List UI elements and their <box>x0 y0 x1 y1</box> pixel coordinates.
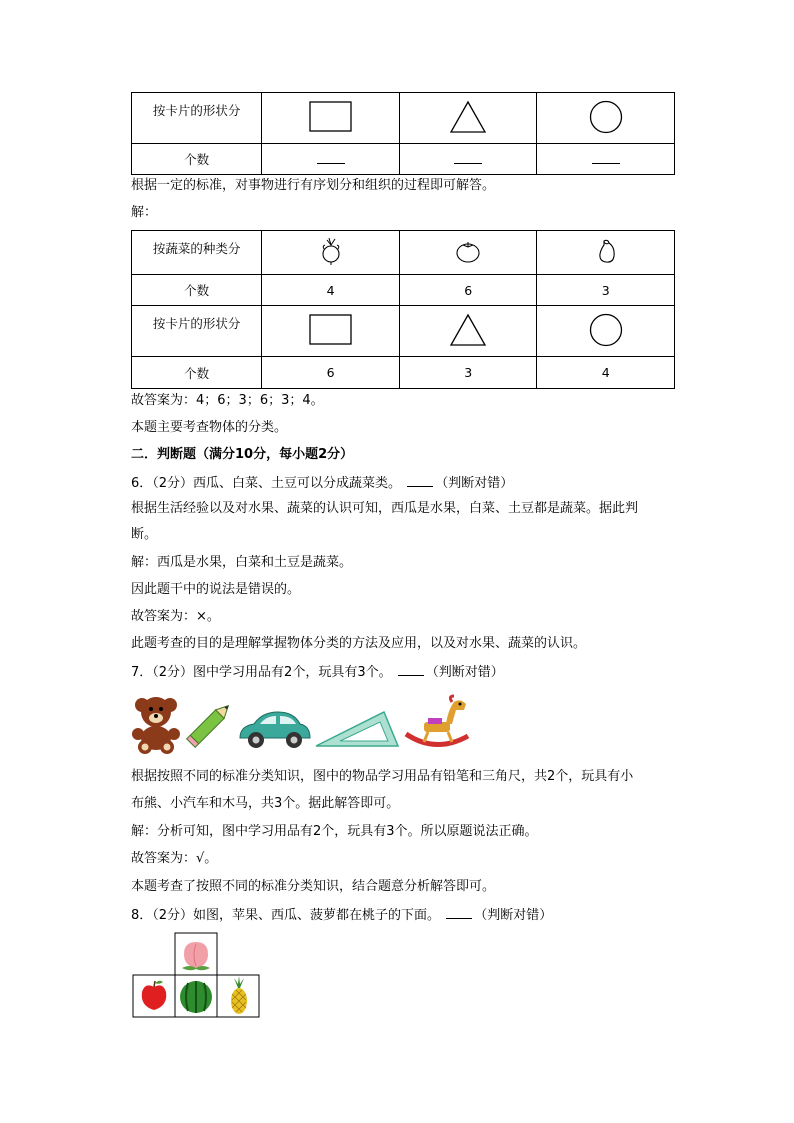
fruit-grid <box>132 932 262 1018</box>
question-6 <box>131 474 513 492</box>
row-label-veg: 按蔬菜的种类分 <box>132 231 262 275</box>
count-blank <box>454 153 482 164</box>
q6-judge: （判断对错） <box>435 476 514 491</box>
circle-icon <box>588 312 624 348</box>
q6-analysis-line2: 断。 <box>131 527 158 542</box>
q7-analysis-line1: 根据按照不同的标准分类知识，图中的物品学习用品有铅笔和三角尺，共2个，玩具有小 <box>131 769 634 784</box>
count-circle: 4 <box>537 357 675 389</box>
shape-cell-triangle <box>399 93 537 144</box>
answer-blank <box>446 906 472 919</box>
rectangle-icon <box>308 313 354 347</box>
summary-text: 本题主要考查物体的分类。 <box>131 420 288 435</box>
row-label-count: 个数 <box>132 144 262 175</box>
q6-solution: 解：西瓜是水果，白菜和土豆是蔬菜。 <box>131 555 353 570</box>
rectangle-icon <box>308 100 354 134</box>
apple-icon <box>142 981 167 1010</box>
q7-answer: 故答案为：√。 <box>131 851 218 866</box>
answer-blank <box>407 474 433 487</box>
circle-icon <box>588 99 624 135</box>
eggplant-icon <box>594 237 618 265</box>
q6-analysis-line1: 根据生活经验以及对水果、蔬菜的认识可知，西瓜是水果，白菜、土豆都是蔬菜。据此判 <box>131 501 639 516</box>
row-label-count: 个数 <box>132 357 262 389</box>
shape-table-1 <box>131 92 675 175</box>
pencil-icon <box>187 701 233 747</box>
q6-stem: 6．（2分）西瓜、白菜、土豆可以分成蔬菜类。 <box>131 476 406 491</box>
q7-summary: 本题考查了按照不同的标准分类知识，结合题意分析解答即可。 <box>131 879 496 894</box>
q8-stem: 8．（2分）如图，苹果、西瓜、菠萝都在桃子的下面。 <box>131 908 445 923</box>
q7-solution: 解：分析可知，图中学习用品有2个，玩具有3个。所以原题说法正确。 <box>131 824 538 839</box>
answer-text: 故答案为：4；6；3；6；3；4。 <box>131 393 324 408</box>
veg-cell-eggplant <box>537 231 675 275</box>
triangle-icon <box>448 312 488 348</box>
q7-image-row <box>130 692 475 754</box>
q6-conclusion: 因此题干中的说法是错误的。 <box>131 582 301 597</box>
q7-stem: 7．（2分）图中学习用品有2个，玩具有3个。 <box>131 665 396 680</box>
hint-text: 根据一定的标准，对事物进行有序划分和组织的过程即可解答。 <box>131 178 496 193</box>
row-label-count: 个数 <box>132 275 262 306</box>
answer-blank <box>398 663 424 676</box>
count-rectangle: 6 <box>262 357 400 389</box>
shape-cell-rectangle <box>262 93 400 144</box>
count-triangle: 3 <box>399 357 537 389</box>
teddy-bear-icon <box>132 697 180 754</box>
question-8 <box>131 906 552 924</box>
question-7 <box>131 663 504 681</box>
veg-cell-radish <box>262 231 400 275</box>
section-title: 二．判断题（满分10分，每小题2分） <box>131 447 354 462</box>
count-radish: 4 <box>262 275 400 306</box>
pineapple-icon <box>231 976 247 1014</box>
veg-cell-tomato <box>399 231 537 275</box>
q6-summary: 此题考查的目的是理解掌握物体分类的方法及应用，以及对水果、蔬菜的认识。 <box>131 636 587 651</box>
classification-table-2 <box>131 230 675 389</box>
q6-answer: 故答案为：×。 <box>131 609 220 624</box>
tomato-icon <box>454 238 482 264</box>
count-blank <box>317 153 345 164</box>
rocking-horse-icon <box>406 696 468 745</box>
count-tomato: 6 <box>399 275 537 306</box>
q8-judge: （判断对错） <box>474 908 553 923</box>
row-label-shape: 按卡片的形状分 <box>132 93 262 144</box>
solution-label: 解： <box>131 205 158 220</box>
row-label-shape: 按卡片的形状分 <box>132 306 262 357</box>
count-eggplant: 3 <box>537 275 675 306</box>
radish-icon <box>318 236 344 266</box>
q7-analysis-line2: 布熊、小汽车和木马，共3个。据此解答即可。 <box>131 796 400 811</box>
count-blank <box>592 153 620 164</box>
toy-car-icon <box>240 712 310 748</box>
peach-icon <box>182 942 210 970</box>
q7-judge: （判断对错） <box>425 665 504 680</box>
shape-cell-circle <box>537 93 675 144</box>
set-square-icon <box>316 712 398 746</box>
triangle-icon <box>448 99 488 135</box>
watermelon-icon <box>180 981 212 1013</box>
